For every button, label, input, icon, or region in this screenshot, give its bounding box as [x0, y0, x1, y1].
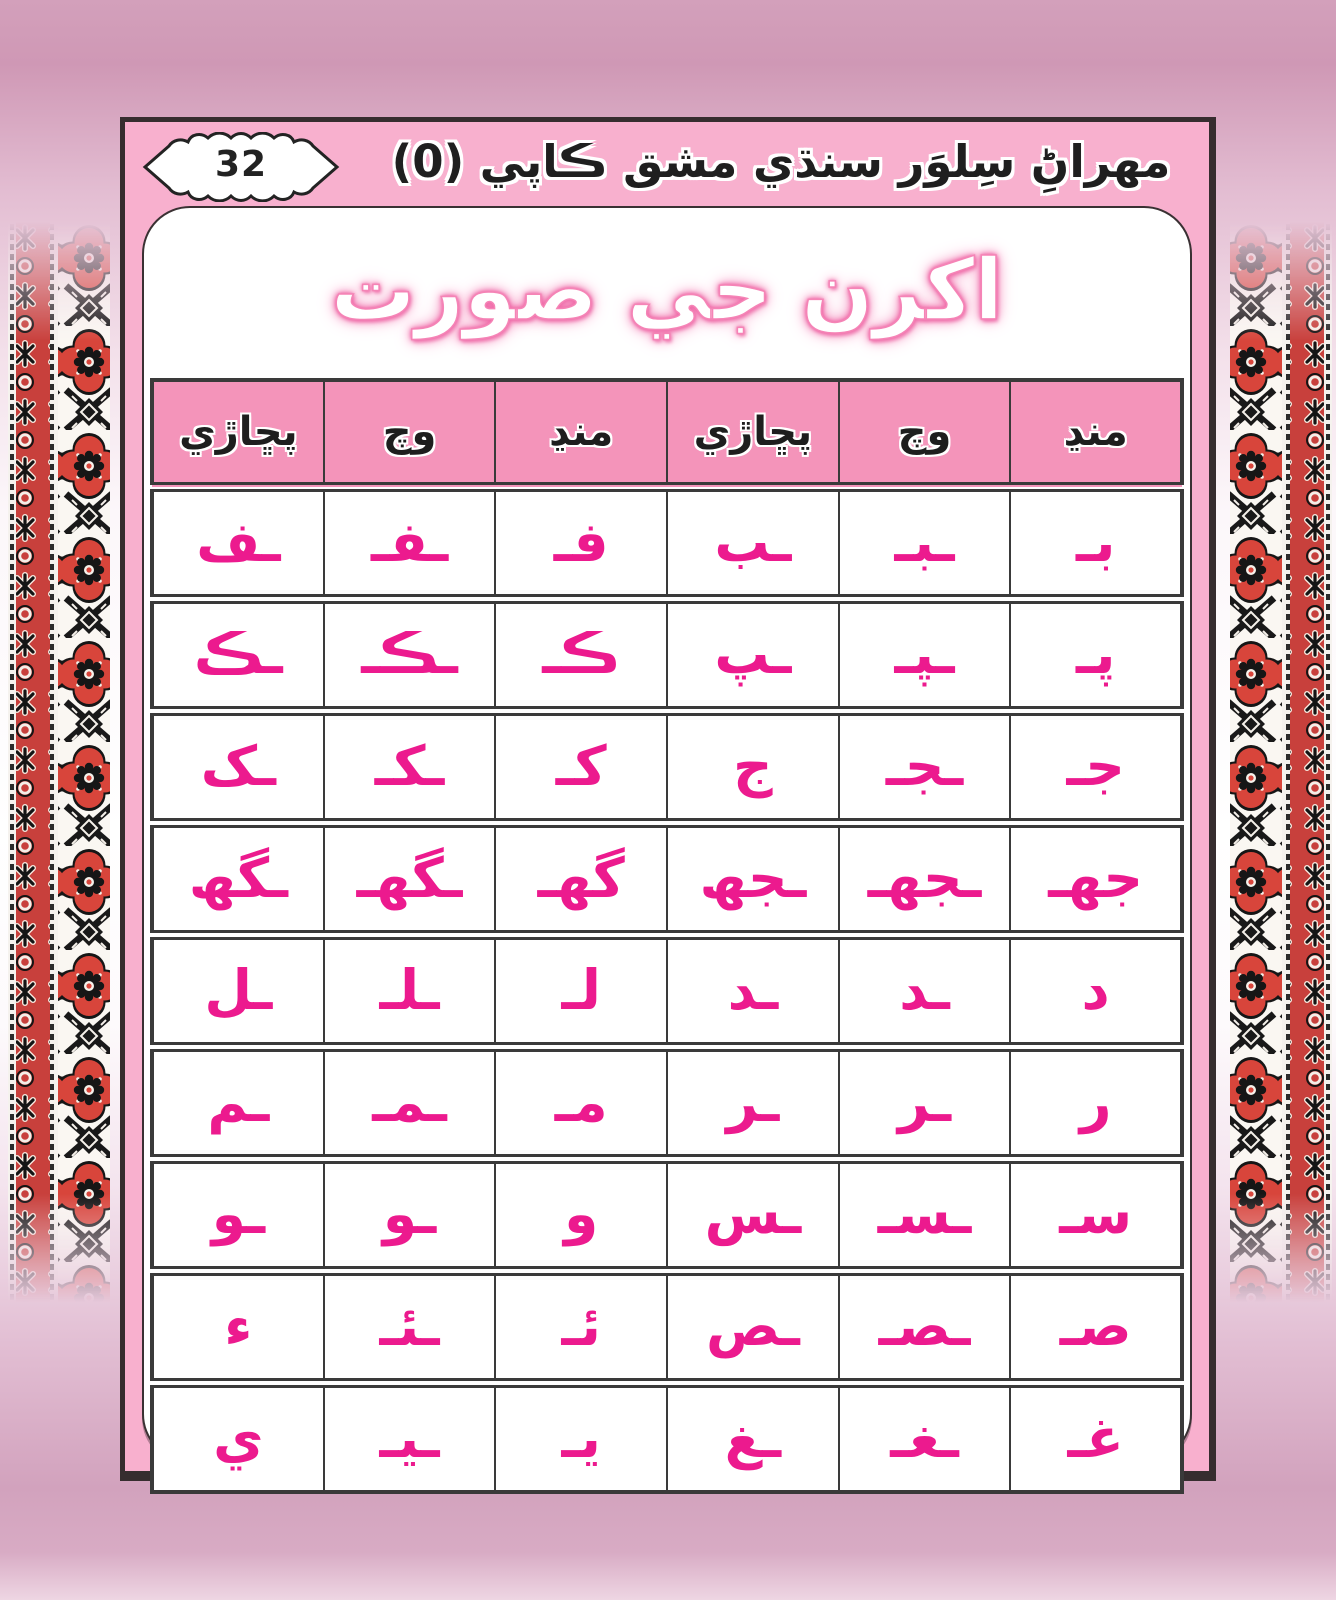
card-header: [125, 122, 1209, 206]
worksheet-card: [120, 117, 1216, 1481]
letter-cell: د: [1010, 935, 1182, 1047]
letter-cell: ـص: [667, 1271, 839, 1383]
letter-cell: و: [495, 1159, 667, 1271]
book-header-title: مهراڻِ سِلوَر سنڌي مشق ڪاپي (0): [391, 135, 1171, 188]
letter-cell: ـل: [152, 935, 324, 1047]
letter-cell: جـ: [1010, 711, 1182, 823]
letter-cell: ـفـ: [324, 487, 496, 599]
table-row: [152, 1047, 1182, 1159]
letter-cell: ئـ: [495, 1271, 667, 1383]
table-row: [152, 1383, 1182, 1492]
letter-cell: گھـ: [495, 823, 667, 935]
column-header-2: پڇاڙي: [667, 380, 839, 487]
table-row: [152, 487, 1182, 599]
letter-cell: پـ: [1010, 599, 1182, 711]
page-number: 32: [214, 144, 268, 185]
table-row: [152, 599, 1182, 711]
letter-cell: ـک: [152, 711, 324, 823]
letter-cell: صـ: [1010, 1271, 1182, 1383]
letter-cell: ـگھ: [152, 823, 324, 935]
letter-cell: ـسـ: [839, 1159, 1011, 1271]
letter-cell: ج: [667, 711, 839, 823]
letter-cell: ـس: [667, 1159, 839, 1271]
table-row: [152, 823, 1182, 935]
page-number-badge: [141, 132, 341, 202]
letter-cell: ـصـ: [839, 1271, 1011, 1383]
letter-cell: ي: [152, 1383, 324, 1492]
letter-cell: ـجھـ: [839, 823, 1011, 935]
letter-cell: ـيـ: [324, 1383, 496, 1492]
letter-cell: ـو: [152, 1159, 324, 1271]
table-row: [152, 1159, 1182, 1271]
letter-cell: ء: [152, 1271, 324, 1383]
column-header-0: منڍ: [1010, 380, 1182, 487]
column-header-3: منڍ: [495, 380, 667, 487]
letter-cell: ـغ: [667, 1383, 839, 1492]
letter-cell: ـد: [839, 935, 1011, 1047]
right-ajrak-border: [1230, 222, 1332, 1302]
table-header-row: [152, 380, 1182, 487]
column-header-5: پڇاڙي: [152, 380, 324, 487]
letter-cell: ـو: [324, 1159, 496, 1271]
letter-cell: سـ: [1010, 1159, 1182, 1271]
letter-cell: غـ: [1010, 1383, 1182, 1492]
letter-cell: ـغـ: [839, 1383, 1011, 1492]
left-ajrak-border: [8, 222, 110, 1302]
letter-cell: ـڪـ: [324, 599, 496, 711]
letter-cell: ر: [1010, 1047, 1182, 1159]
letter-cell: کـ: [495, 711, 667, 823]
letter-cell: ـجھ: [667, 823, 839, 935]
letter-cell: ـکـ: [324, 711, 496, 823]
letter-cell: فـ: [495, 487, 667, 599]
letter-cell: ـپ: [667, 599, 839, 711]
letter-cell: ـف: [152, 487, 324, 599]
letter-cell: ـپـ: [839, 599, 1011, 711]
column-header-4: وچ: [324, 380, 496, 487]
column-header-1: وچ: [839, 380, 1011, 487]
letter-cell: ـجـ: [839, 711, 1011, 823]
page-title: اکرن جي صورت: [330, 241, 1004, 339]
table-row: [152, 1271, 1182, 1383]
letter-cell: مـ: [495, 1047, 667, 1159]
letter-cell: ـد: [667, 935, 839, 1047]
letter-cell: جھـ: [1010, 823, 1182, 935]
letter-cell: ـم: [152, 1047, 324, 1159]
letter-cell: ـگھـ: [324, 823, 496, 935]
letter-cell: بـ: [1010, 487, 1182, 599]
content-card: [142, 206, 1192, 1471]
letter-cell: ـر: [667, 1047, 839, 1159]
letter-cell: ڪـ: [495, 599, 667, 711]
letter-cell: ـلـ: [324, 935, 496, 1047]
letter-cell: ـب: [667, 487, 839, 599]
letter-cell: لـ: [495, 935, 667, 1047]
table-row: [152, 711, 1182, 823]
letters-table: [150, 378, 1184, 1494]
table-row: [152, 935, 1182, 1047]
letter-cell: ـمـ: [324, 1047, 496, 1159]
letter-cell: ـڪ: [152, 599, 324, 711]
letter-cell: ـئـ: [324, 1271, 496, 1383]
letter-cell: ـبـ: [839, 487, 1011, 599]
letter-cell: ـر: [839, 1047, 1011, 1159]
letter-cell: يـ: [495, 1383, 667, 1492]
